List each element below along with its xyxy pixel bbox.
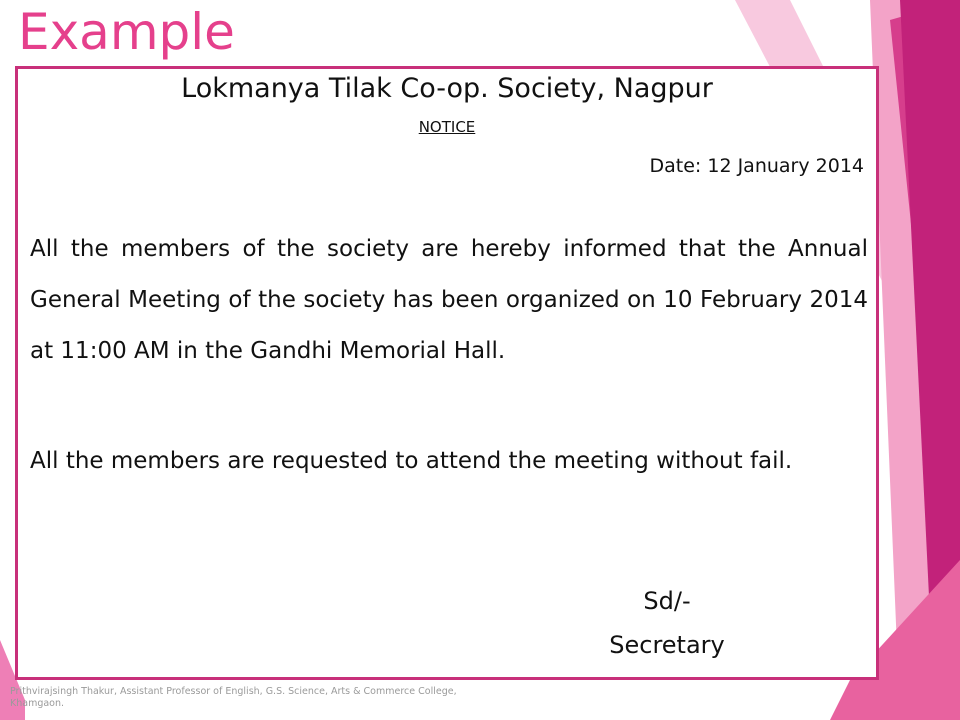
notice-date: Date: 12 January 2014 bbox=[649, 155, 864, 177]
slide-title: Example bbox=[18, 3, 235, 61]
notice-paragraph-1: All the members of the society are hereby informed that the Annual General Meeting of the society has been organized on 10 February 2014 at 11:00 AM in the Gandhi Memorial Hall. bbox=[30, 236, 868, 364]
notice-paragraph-2: All the members are requested to attend the meeting without fail. bbox=[30, 448, 793, 474]
footer-credit: Prithvirajsingh Thakur, Assistant Professor of English, G.S. Science, Arts & Commerce College, Khamgaon. bbox=[10, 686, 457, 709]
society-name: Lokmanya Tilak Co-op. Society, Nagpur bbox=[181, 73, 713, 104]
signature-sd: Sd/- bbox=[643, 587, 691, 615]
signature-designation: Secretary bbox=[609, 631, 725, 659]
notice-box bbox=[15, 66, 879, 680]
notice-heading: NOTICE bbox=[418, 118, 476, 136]
